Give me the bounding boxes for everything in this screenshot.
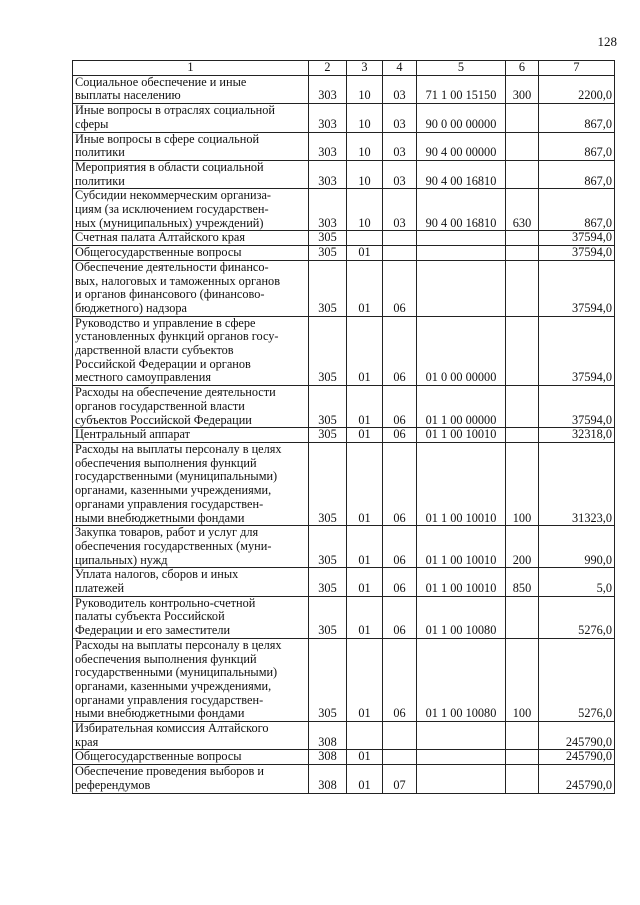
amount-cell: 245790,0 [539, 722, 615, 750]
section-cell: 01 [347, 638, 383, 721]
subsection-cell [383, 750, 417, 765]
amount-cell: 245790,0 [539, 765, 615, 793]
section-cell: 10 [347, 160, 383, 188]
code-cell: 308 [309, 765, 347, 793]
expense-type-cell: 100 [506, 442, 539, 525]
code-cell: 305 [309, 386, 347, 428]
name-cell: Иные вопросы в сфере социальной политики [73, 132, 309, 160]
expense-type-cell [506, 765, 539, 793]
section-cell [347, 231, 383, 246]
subsection-cell: 07 [383, 765, 417, 793]
amount-cell: 867,0 [539, 189, 615, 231]
table-row [73, 750, 615, 765]
section-cell [347, 722, 383, 750]
target-cell [417, 260, 506, 316]
name-cell: Обеспечение деятельности финансо- вых, налоговых и таможенных органов и органов финансового (финансово- бюджетного) надзора [73, 260, 309, 316]
expense-type-cell: 200 [506, 526, 539, 568]
amount-cell: 5,0 [539, 568, 615, 596]
target-cell: 90 0 00 00000 [417, 104, 506, 132]
target-cell [417, 231, 506, 246]
target-cell: 01 1 00 10080 [417, 596, 506, 638]
expense-type-cell [506, 750, 539, 765]
table-row [73, 246, 615, 261]
code-cell: 305 [309, 231, 347, 246]
header-col-1: 1 [73, 61, 309, 76]
code-cell: 305 [309, 246, 347, 261]
header-col-7: 7 [539, 61, 615, 76]
amount-cell: 2200,0 [539, 75, 615, 103]
section-cell: 01 [347, 246, 383, 261]
code-cell: 305 [309, 428, 347, 443]
table-row [73, 765, 615, 793]
header-col-3: 3 [347, 61, 383, 76]
name-cell: Руководство и управление в сфере установленных функций органов госу- дарственной власти субъектов Российской Федерации и органов местного самоуправления [73, 316, 309, 386]
subsection-cell: 06 [383, 442, 417, 525]
subsection-cell: 06 [383, 596, 417, 638]
header-col-4: 4 [383, 61, 417, 76]
header-col-6: 6 [506, 61, 539, 76]
table-row [73, 231, 615, 246]
target-cell [417, 246, 506, 261]
code-cell: 305 [309, 596, 347, 638]
subsection-cell [383, 246, 417, 261]
amount-cell: 37594,0 [539, 246, 615, 261]
table-row [73, 428, 615, 443]
subsection-cell [383, 231, 417, 246]
section-cell: 01 [347, 765, 383, 793]
expense-type-cell [506, 231, 539, 246]
amount-cell: 37594,0 [539, 386, 615, 428]
subsection-cell: 03 [383, 104, 417, 132]
name-cell: Центральный аппарат [73, 428, 309, 443]
amount-cell: 867,0 [539, 160, 615, 188]
code-cell: 303 [309, 104, 347, 132]
section-cell: 01 [347, 596, 383, 638]
amount-cell: 867,0 [539, 132, 615, 160]
expense-type-cell: 300 [506, 75, 539, 103]
table-row [73, 526, 615, 568]
table-row [73, 132, 615, 160]
subsection-cell: 03 [383, 189, 417, 231]
table-row [73, 160, 615, 188]
header-col-2: 2 [309, 61, 347, 76]
expense-type-cell [506, 132, 539, 160]
expense-type-cell: 850 [506, 568, 539, 596]
code-cell: 303 [309, 189, 347, 231]
target-cell: 71 1 00 15150 [417, 75, 506, 103]
section-cell: 01 [347, 260, 383, 316]
amount-cell: 37594,0 [539, 260, 615, 316]
code-cell: 308 [309, 750, 347, 765]
name-cell: Иные вопросы в отраслях социальной сферы [73, 104, 309, 132]
target-cell: 90 4 00 16810 [417, 160, 506, 188]
subsection-cell: 03 [383, 132, 417, 160]
expense-type-cell [506, 386, 539, 428]
name-cell: Руководитель контрольно-счетной палаты субъекта Российской Федерации и его заместители [73, 596, 309, 638]
target-cell [417, 750, 506, 765]
amount-cell: 37594,0 [539, 316, 615, 386]
amount-cell: 245790,0 [539, 750, 615, 765]
code-cell: 305 [309, 316, 347, 386]
expense-type-cell [506, 104, 539, 132]
target-cell: 01 1 00 10010 [417, 428, 506, 443]
table-row [73, 104, 615, 132]
amount-cell: 867,0 [539, 104, 615, 132]
table-row [73, 722, 615, 750]
subsection-cell [383, 722, 417, 750]
section-cell: 01 [347, 316, 383, 386]
expense-type-cell [506, 246, 539, 261]
target-cell [417, 722, 506, 750]
table-row [73, 596, 615, 638]
code-cell: 305 [309, 442, 347, 525]
subsection-cell: 06 [383, 428, 417, 443]
code-cell: 305 [309, 638, 347, 721]
target-cell: 01 1 00 10010 [417, 526, 506, 568]
name-cell: Обеспечение проведения выборов и референдумов [73, 765, 309, 793]
table-row [73, 568, 615, 596]
target-cell: 90 4 00 00000 [417, 132, 506, 160]
target-cell: 01 0 00 00000 [417, 316, 506, 386]
subsection-cell: 06 [383, 568, 417, 596]
target-cell: 01 1 00 00000 [417, 386, 506, 428]
code-cell: 305 [309, 260, 347, 316]
subsection-cell: 06 [383, 526, 417, 568]
section-cell: 01 [347, 526, 383, 568]
header-row [73, 61, 615, 76]
code-cell: 305 [309, 568, 347, 596]
amount-cell: 31323,0 [539, 442, 615, 525]
name-cell: Субсидии некоммерческим организа- циям (за исключением государствен- ных (муниципальных) учреждений) [73, 189, 309, 231]
name-cell: Счетная палата Алтайского края [73, 231, 309, 246]
amount-cell: 37594,0 [539, 231, 615, 246]
expense-type-cell [506, 596, 539, 638]
table-row [73, 316, 615, 386]
target-cell: 01 1 00 10080 [417, 638, 506, 721]
name-cell: Социальное обеспечение и иные выплаты населению [73, 75, 309, 103]
code-cell: 303 [309, 132, 347, 160]
expense-type-cell [506, 160, 539, 188]
section-cell: 10 [347, 75, 383, 103]
amount-cell: 32318,0 [539, 428, 615, 443]
target-cell: 90 4 00 16810 [417, 189, 506, 231]
expense-type-cell: 100 [506, 638, 539, 721]
table-row [73, 386, 615, 428]
section-cell: 01 [347, 568, 383, 596]
name-cell: Избирательная комиссия Алтайского края [73, 722, 309, 750]
code-cell: 303 [309, 160, 347, 188]
target-cell: 01 1 00 10010 [417, 442, 506, 525]
target-cell: 01 1 00 10010 [417, 568, 506, 596]
name-cell: Общегосударственные вопросы [73, 750, 309, 765]
name-cell: Общегосударственные вопросы [73, 246, 309, 261]
section-cell: 01 [347, 442, 383, 525]
header-col-5: 5 [417, 61, 506, 76]
expense-type-cell [506, 316, 539, 386]
name-cell: Закупка товаров, работ и услуг для обеспечения государственных (муни- ципальных) нужд [73, 526, 309, 568]
table-row [73, 638, 615, 721]
expense-type-cell [506, 260, 539, 316]
table-row [73, 442, 615, 525]
name-cell: Уплата налогов, сборов и иных платежей [73, 568, 309, 596]
name-cell: Расходы на выплаты персоналу в целях обеспечения выполнения функций государственными (муниципальными) органами, казенными учреждениями, органами управления государствен- ными внебюджетными фондами [73, 638, 309, 721]
section-cell: 10 [347, 189, 383, 231]
budget-table [72, 60, 615, 794]
table-row [73, 260, 615, 316]
subsection-cell: 06 [383, 260, 417, 316]
page-number: 128 [597, 34, 617, 49]
amount-cell: 990,0 [539, 526, 615, 568]
subsection-cell: 06 [383, 386, 417, 428]
amount-cell: 5276,0 [539, 596, 615, 638]
expense-type-cell [506, 428, 539, 443]
target-cell [417, 765, 506, 793]
subsection-cell: 06 [383, 316, 417, 386]
subsection-cell: 03 [383, 75, 417, 103]
table-row [73, 75, 615, 103]
name-cell: Мероприятия в области социальной политики [73, 160, 309, 188]
table-row [73, 189, 615, 231]
expense-type-cell [506, 722, 539, 750]
code-cell: 305 [309, 526, 347, 568]
code-cell: 308 [309, 722, 347, 750]
section-cell: 10 [347, 132, 383, 160]
expense-type-cell: 630 [506, 189, 539, 231]
code-cell: 303 [309, 75, 347, 103]
name-cell: Расходы на обеспечение деятельности органов государственной власти субъектов Российской Федерации [73, 386, 309, 428]
subsection-cell: 03 [383, 160, 417, 188]
section-cell: 10 [347, 104, 383, 132]
section-cell: 01 [347, 428, 383, 443]
section-cell: 01 [347, 386, 383, 428]
name-cell: Расходы на выплаты персоналу в целях обеспечения выполнения функций государственными (муниципальными) органами, казенными учреждениями, органами управления государствен- ными внебюджетными фондами [73, 442, 309, 525]
section-cell: 01 [347, 750, 383, 765]
amount-cell: 5276,0 [539, 638, 615, 721]
subsection-cell: 06 [383, 638, 417, 721]
